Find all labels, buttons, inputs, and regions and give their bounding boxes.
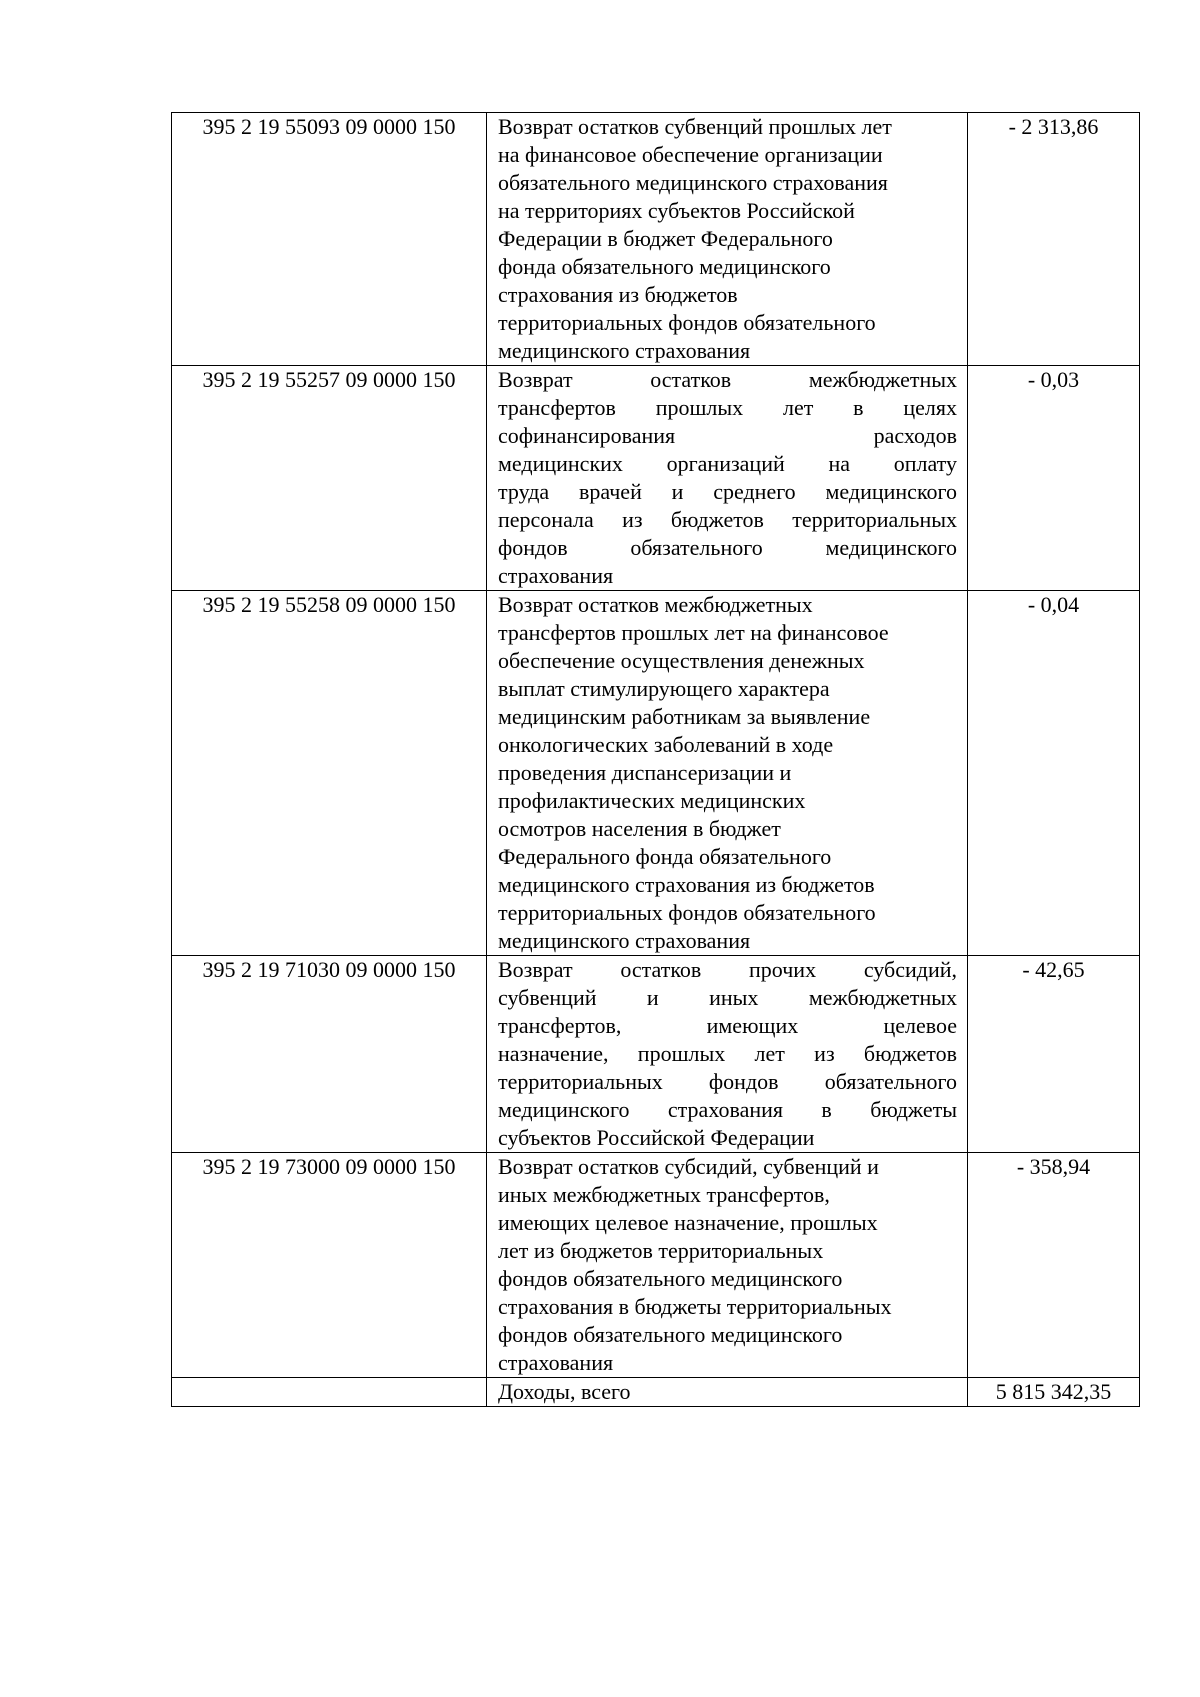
description-line: субвенций и иных межбюджетных (498, 985, 957, 1010)
amount-cell: - 42,65 (968, 956, 1140, 1153)
description-line: труда врачей и среднего медицинского (498, 479, 957, 504)
description-line: медицинского страхования (498, 338, 751, 363)
description-line: назначение, прошлых лет из бюджетов (498, 1041, 957, 1066)
budget-code-cell: 395 2 19 55258 09 0000 150 (172, 591, 487, 956)
amount-cell: - 2 313,86 (968, 113, 1140, 366)
description-line: Федерального фонда обязательного (498, 844, 832, 869)
description-cell (487, 366, 968, 591)
description-line: софинансирования расходов (498, 423, 957, 448)
description-line: страхования из бюджетов (498, 282, 738, 307)
table-row (172, 113, 1140, 366)
table-row (172, 366, 1140, 591)
description-line: субъектов Российской Федерации (498, 1125, 815, 1150)
description-line: персонала из бюджетов территориальных (498, 507, 957, 532)
budget-code-cell: 395 2 19 73000 09 0000 150 (172, 1153, 487, 1378)
description-line: Федерации в бюджет Федерального (498, 226, 833, 251)
description-line: профилактических медицинских (498, 788, 806, 813)
description-line: территориальных фондов обязательного (498, 900, 876, 925)
description-line: медицинского страхования в бюджеты (498, 1097, 957, 1122)
description-line: Возврат остатков субвенций прошлых лет (498, 114, 892, 139)
description-line: медицинского страхования из бюджетов (498, 872, 875, 897)
description-line: страхования (498, 563, 614, 588)
budget-code-cell: 395 2 19 55093 09 0000 150 (172, 113, 487, 366)
description-line: территориальных фондов обязательного (498, 1069, 957, 1094)
total-code-cell (172, 1378, 487, 1407)
table-row (172, 591, 1140, 956)
description-text (498, 591, 957, 955)
total-amount-cell: 5 815 342,35 (968, 1378, 1140, 1407)
description-line: Возврат остатков межбюджетных (498, 592, 813, 617)
budget-code-cell: 395 2 19 71030 09 0000 150 (172, 956, 487, 1153)
description-line: медицинского страхования (498, 928, 751, 953)
description-line: лет из бюджетов территориальных (498, 1238, 824, 1263)
description-line: страхования (498, 1350, 614, 1375)
description-line: трансфертов, имеющих целевое (498, 1013, 957, 1038)
description-line: трансфертов прошлых лет на финансовое (498, 620, 889, 645)
total-row (172, 1378, 1140, 1407)
total-label-cell: Доходы, всего (487, 1378, 968, 1407)
description-line: имеющих целевое назначение, прошлых (498, 1210, 878, 1235)
amount-cell: - 358,94 (968, 1153, 1140, 1378)
description-cell (487, 113, 968, 366)
description-line: Возврат остатков межбюджетных (498, 367, 957, 392)
description-cell (487, 591, 968, 956)
description-line: Возврат остатков субсидий, субвенций и (498, 1154, 879, 1179)
description-line: медицинским работникам за выявление (498, 704, 871, 729)
description-cell (487, 956, 968, 1153)
table-body (172, 113, 1140, 1407)
table-row (172, 956, 1140, 1153)
budget-revenue-table (171, 112, 1140, 1407)
description-text (498, 956, 957, 1152)
description-line: трансфертов прошлых лет в целях (498, 395, 957, 420)
description-line: медицинских организаций на оплату (498, 451, 957, 476)
description-line: выплат стимулирующего характера (498, 676, 830, 701)
description-line: фонда обязательного медицинского (498, 254, 831, 279)
amount-cell: - 0,03 (968, 366, 1140, 591)
description-line: иных межбюджетных трансфертов, (498, 1182, 830, 1207)
description-line: на территориях субъектов Российской (498, 198, 855, 223)
description-line: осмотров населения в бюджет (498, 816, 781, 841)
description-line: обязательного медицинского страхования (498, 170, 888, 195)
table-row (172, 1153, 1140, 1378)
description-line: страхования в бюджеты территориальных (498, 1294, 892, 1319)
description-line: проведения диспансеризации и (498, 760, 792, 785)
description-line: фондов обязательного медицинского (498, 1322, 843, 1347)
description-line: фондов обязательного медицинского (498, 535, 957, 560)
description-text (498, 113, 957, 365)
description-line: фондов обязательного медицинского (498, 1266, 843, 1291)
budget-code-cell: 395 2 19 55257 09 0000 150 (172, 366, 487, 591)
description-text (498, 366, 957, 590)
description-line: Возврат остатков прочих субсидий, (498, 957, 957, 982)
description-text (498, 1153, 957, 1377)
description-line: обеспечение осуществления денежных (498, 648, 865, 673)
description-line: территориальных фондов обязательного (498, 310, 876, 335)
description-line: на финансовое обеспечение организации (498, 142, 883, 167)
description-cell (487, 1153, 968, 1378)
description-line: онкологических заболеваний в ходе (498, 732, 834, 757)
amount-cell: - 0,04 (968, 591, 1140, 956)
